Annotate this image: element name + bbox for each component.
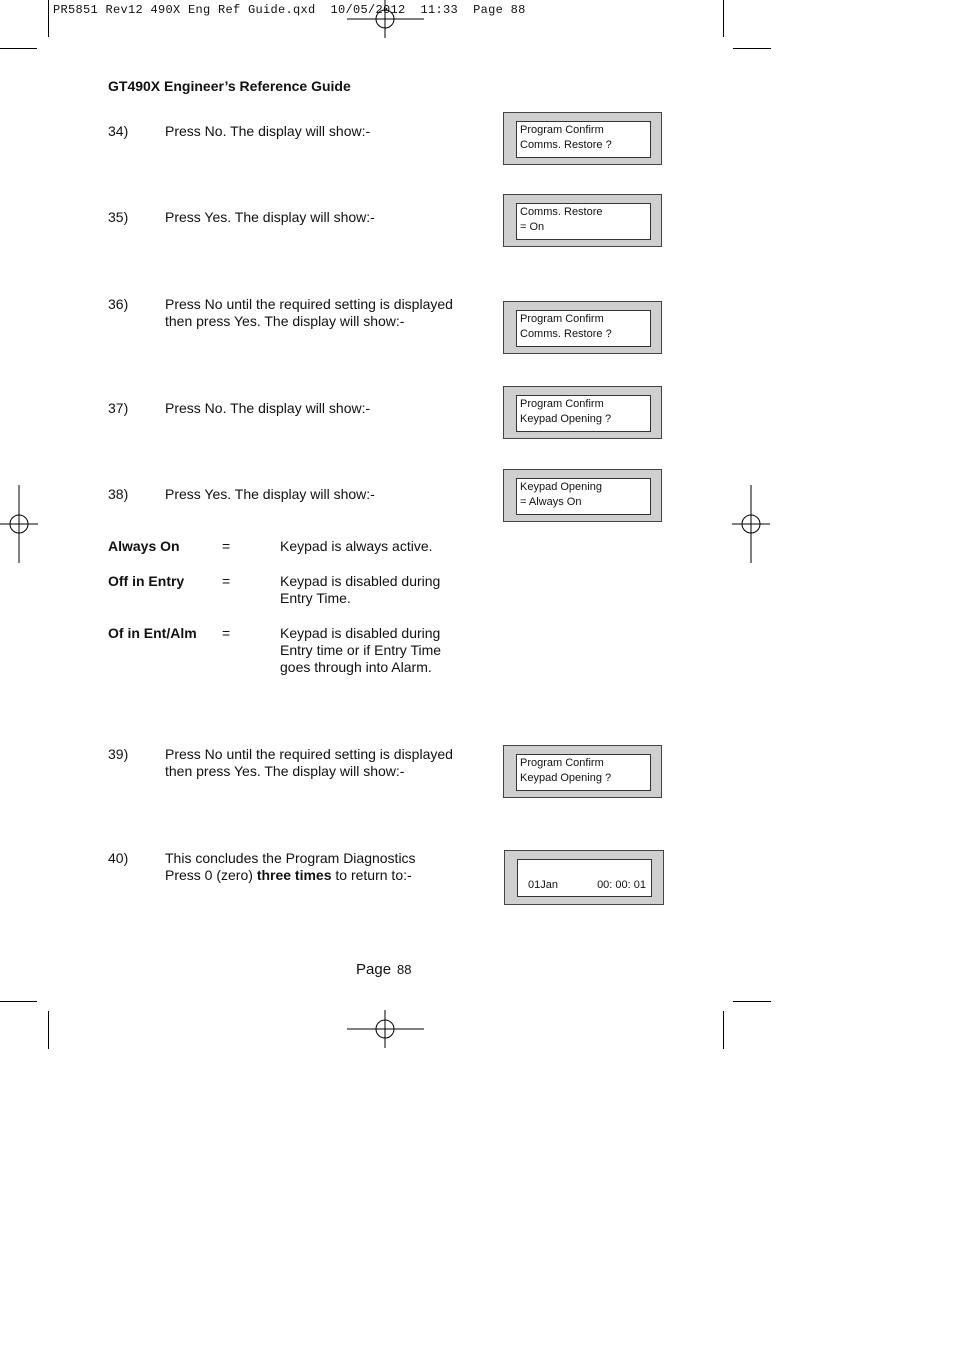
step-text: Press Yes. The display will show:-: [165, 209, 375, 225]
page-number: 88: [397, 962, 412, 977]
option-equals: =: [222, 573, 231, 589]
crop-mark: [723, 1011, 724, 1049]
lcd-screen: Program Confirm Keypad Opening ?: [516, 754, 651, 791]
page-footer: [356, 961, 412, 978]
lcd-screen: Program Confirm Comms. Restore ?: [516, 310, 651, 347]
crop-mark: [723, 0, 724, 37]
registration-mark-left: [0, 485, 40, 565]
lcd-display: [503, 386, 662, 439]
lcd-screen: Keypad Opening = Always On: [516, 478, 651, 515]
step-number: 39): [108, 746, 129, 762]
option-term: Always On: [108, 538, 180, 554]
lcd-display-idle: [504, 850, 664, 905]
step-number: 40): [108, 850, 129, 866]
crop-mark: [0, 1001, 37, 1002]
step-text: Press No. The display will show:-: [165, 123, 371, 139]
crop-mark: [48, 0, 49, 37]
option-equals: =: [222, 538, 231, 554]
lcd-screen: Program Confirm Keypad Opening ?: [516, 395, 651, 432]
lcd-screen: Program Confirm Comms. Restore ?: [516, 121, 651, 158]
registration-mark-bottom: [346, 1010, 426, 1050]
step-text: Press No until the required setting is displayed then press Yes. The display will show:-: [165, 296, 453, 329]
page-label: Page: [356, 961, 392, 978]
crop-mark: [733, 1001, 771, 1002]
lcd-display: [503, 194, 662, 247]
step-number: 34): [108, 123, 129, 139]
crop-mark: [0, 48, 37, 49]
crop-mark: [733, 48, 771, 49]
step-number: 36): [108, 296, 129, 312]
step-number: 38): [108, 486, 129, 502]
option-term: Of in Ent/Alm: [108, 625, 197, 641]
lcd-display: [503, 745, 662, 798]
crop-mark: [48, 1011, 49, 1049]
lcd-display: [503, 112, 662, 165]
step-text: This concludes the Program Diagnostics Press 0 (zero) three times to return to:-: [165, 850, 416, 883]
option-equals: =: [222, 625, 231, 641]
display-date: 01Jan: [528, 879, 558, 891]
lcd-display: [503, 301, 662, 354]
step-text: Press No. The display will show:-: [165, 400, 371, 416]
option-description: Keypad is disabled during Entry Time.: [280, 573, 441, 606]
step-text: Press Yes. The display will show:-: [165, 486, 375, 502]
option-term: Off in Entry: [108, 573, 185, 589]
registration-mark-top: [346, 0, 426, 40]
lcd-screen: [517, 859, 652, 897]
print-slug: PR5851 Rev12 490X Eng Ref Guide.qxd 10/05/2012 11:33 Page 88: [53, 3, 526, 17]
lcd-display: [503, 469, 662, 522]
registration-mark-right: [732, 485, 772, 565]
display-time: 00: 00: 01: [597, 879, 646, 891]
step-number: 35): [108, 209, 129, 225]
step-text: Press No until the required setting is displayed then press Yes. The display will show:-: [165, 746, 453, 779]
option-description: Keypad is disabled during Entry time or if Entry Time goes through into Alarm.: [280, 625, 442, 675]
guide-title: GT490X Engineer’s Reference Guide: [108, 78, 351, 94]
option-description: Keypad is always active.: [280, 538, 433, 554]
lcd-screen: Comms. Restore = On: [516, 203, 651, 240]
step-number: 37): [108, 400, 129, 416]
